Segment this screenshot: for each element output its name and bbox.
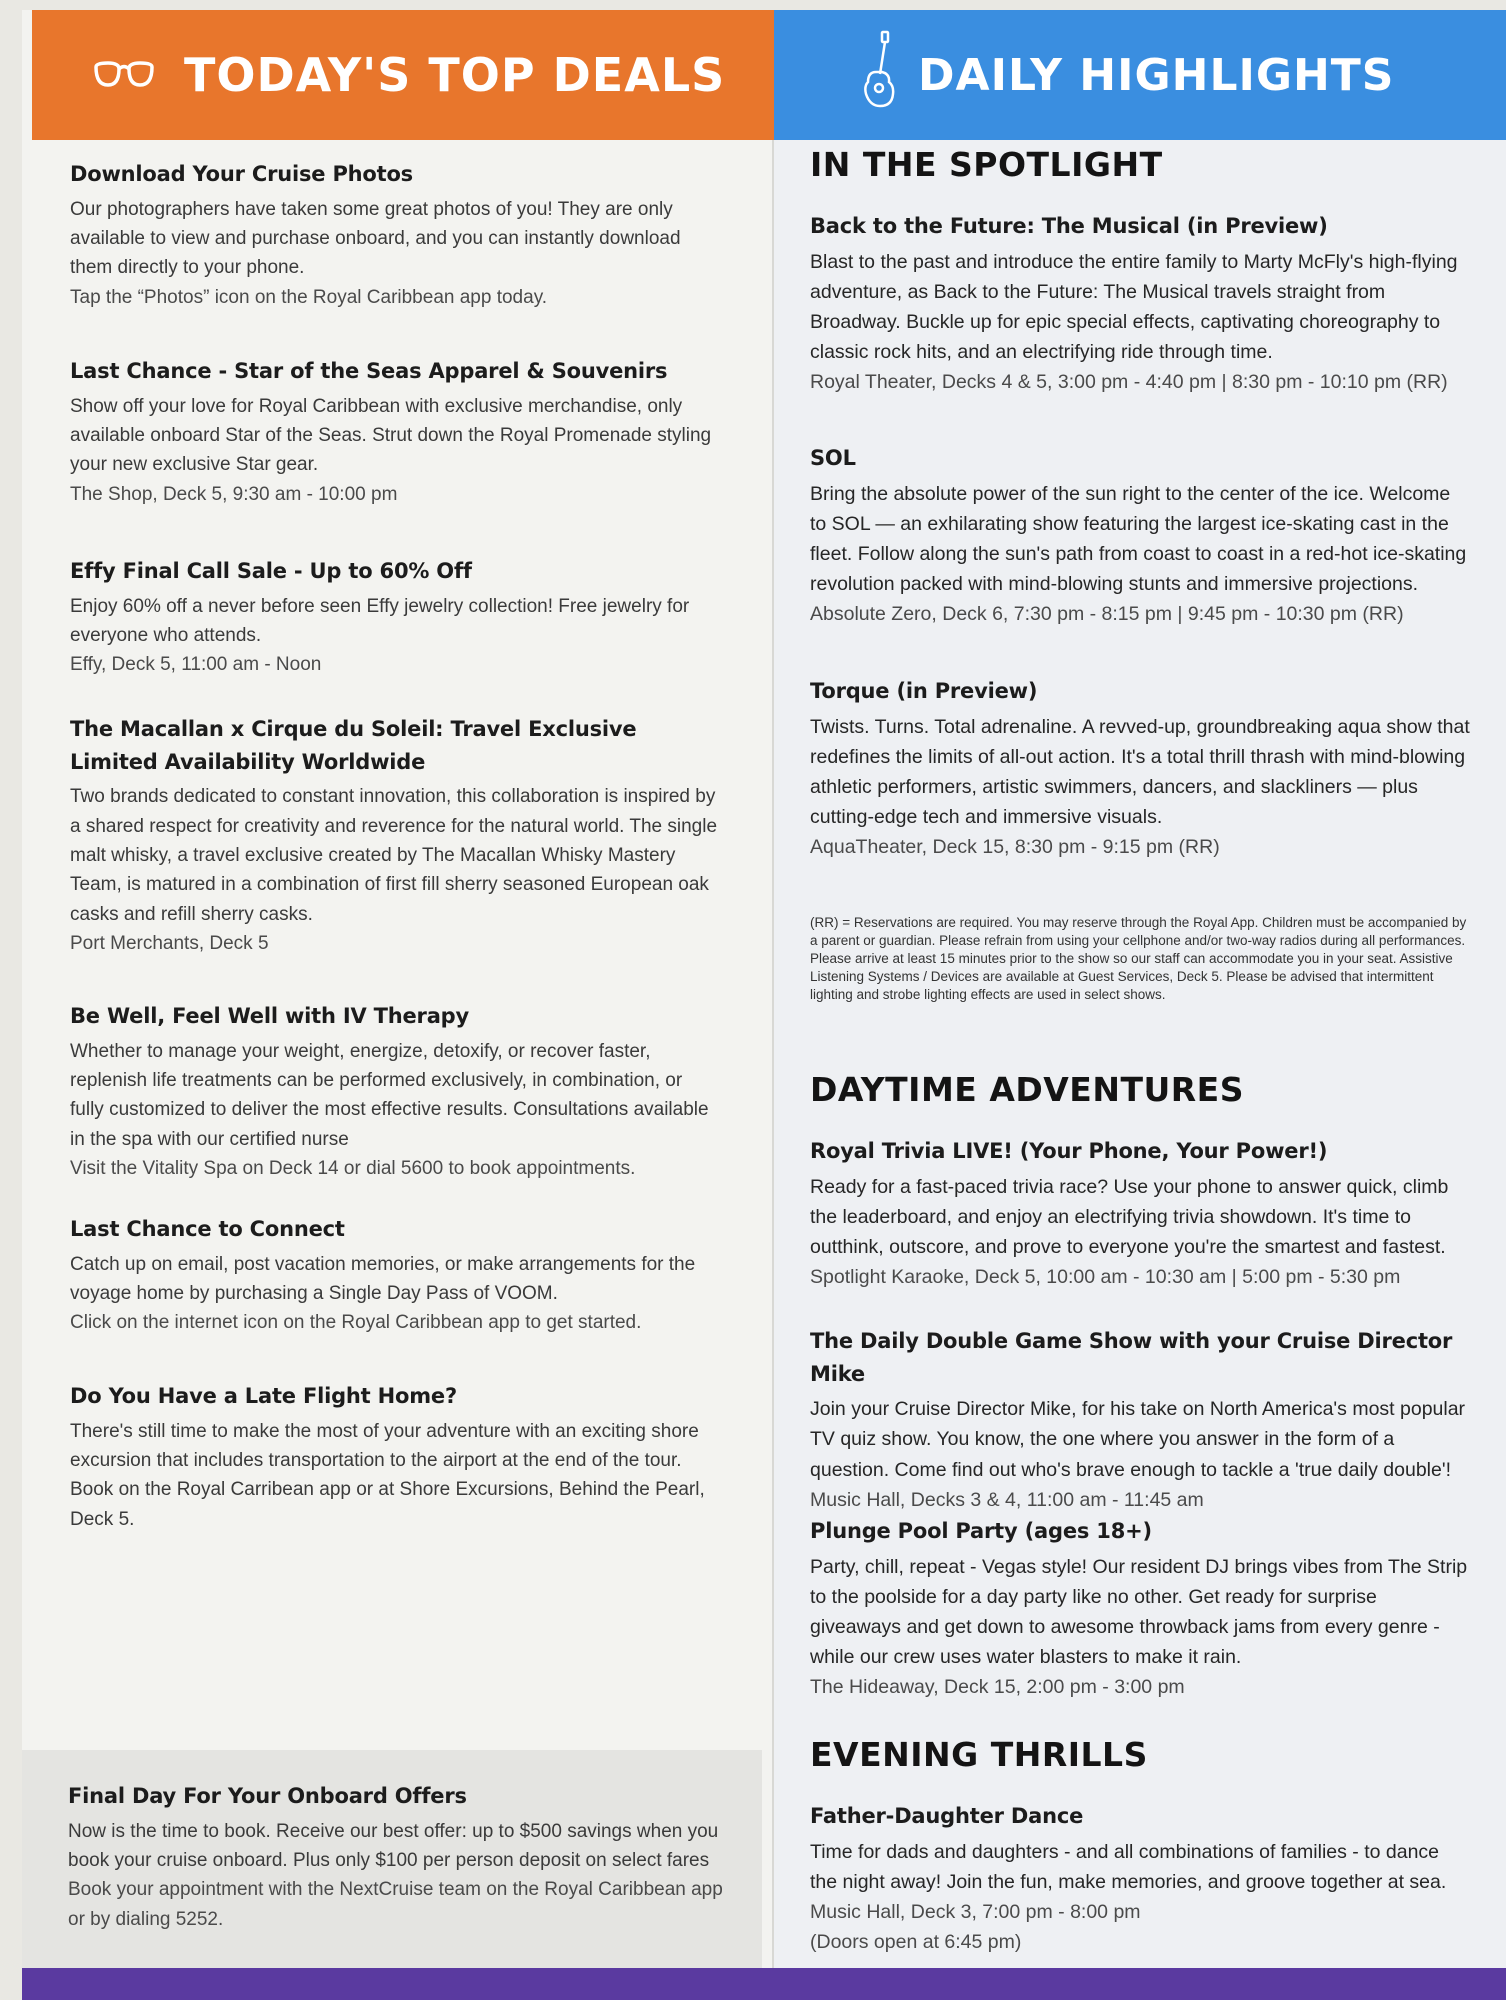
event-body: Ready for a fast-paced trivia race? Use your phone to answer quick, climb the leaderboard, and enjoy an electrifying trivia showdown. It's time to outthink, outscore, and prove to everyone you're the smartest and fastest. bbox=[810, 1175, 1449, 1258]
daily-highlights-banner bbox=[774, 10, 1506, 140]
daily-highlights-column bbox=[774, 10, 1506, 2000]
deal-detail: Tap the “Photos” icon on the Royal Caribbean app today. bbox=[70, 286, 548, 308]
event-body: Party, chill, repeat - Vegas style! Our resident DJ brings vibes from The Strip to the poolside for a day party like no other. Get ready for surprise giveaways and get down to awesome throwback jams from every genre - while our crew uses water blasters to make it rain. bbox=[810, 1555, 1468, 1669]
event-item bbox=[810, 210, 1470, 398]
deal-body: Catch up on email, post vacation memories, or make arrangements for the voyage home by purchasing a Single Day Pass of VOOM. bbox=[70, 1253, 696, 1304]
event-title: Plunge Pool Party (ages 18+) bbox=[810, 1519, 1152, 1543]
event-body: Blast to the past and introduce the entire family to Marty McFly's high-flying adventure, as Back to the Future: The Musical travels straight from Broadway. Buckle up for epic special effects, captivating choreography to classic rock hits, and an electrifying ride through time. bbox=[810, 250, 1458, 364]
offer-item bbox=[68, 1780, 728, 1934]
event-detail: Music Hall, Deck 3, 7:00 pm - 8:00 pm bbox=[810, 1900, 1141, 1923]
event-item bbox=[810, 675, 1470, 863]
glasses-icon bbox=[92, 48, 156, 102]
event-detail: Absolute Zero, Deck 6, 7:30 pm - 8:15 pm | 9:45 pm - 10:30 pm (RR) bbox=[810, 603, 1404, 626]
top-deals-title: TODAY'S TOP DEALS bbox=[184, 48, 726, 102]
offer-detail: Book your appointment with the NextCruise team on the Royal Caribbean app or by dialing 5252. bbox=[68, 1879, 723, 1930]
event-title: Torque (in Preview) bbox=[810, 679, 1038, 703]
deal-body: There's still time to make the most of your adventure with an exciting shore excursion that includes transportation to the airport at the end of the tour. Book on the Royal Carribean app or at Shore Excursions, Behind the Pearl, Deck 5. bbox=[70, 1420, 705, 1530]
event-detail: AquaTheater, Deck 15, 8:30 pm - 9:15 pm (RR) bbox=[810, 836, 1220, 859]
daily-highlights-title: DAILY HIGHLIGHTS bbox=[918, 49, 1395, 101]
deal-detail: Port Merchants, Deck 5 bbox=[70, 933, 269, 955]
deal-item bbox=[70, 1380, 720, 1534]
flyer-page bbox=[22, 10, 1506, 2000]
deal-title: Last Chance to Connect bbox=[70, 1217, 345, 1241]
deal-detail: Click on the internet icon on the Royal Caribbean app to get started. bbox=[70, 1312, 642, 1334]
event-detail: Spotlight Karaoke, Deck 5, 10:00 am - 10:30 am | 5:00 pm - 5:30 pm bbox=[810, 1266, 1401, 1289]
top-deals-column bbox=[22, 10, 772, 2000]
top-deals-banner bbox=[32, 10, 774, 140]
event-item bbox=[810, 1135, 1470, 1292]
deal-item bbox=[70, 713, 720, 959]
deal-item bbox=[70, 1213, 720, 1338]
event-title: The Daily Double Game Show with your Cruise Director Mike bbox=[810, 1329, 1453, 1386]
event-detail: Royal Theater, Decks 4 & 5, 3:00 pm - 4:40 pm | 8:30 pm - 10:10 pm (RR) bbox=[810, 371, 1448, 394]
event-item bbox=[810, 1515, 1470, 1703]
deal-title: Last Chance - Star of the Seas Apparel & Souvenirs bbox=[70, 359, 668, 383]
event-body: Twists. Turns. Total adrenaline. A revved-up, groundbreaking aqua show that redefines the limits of all-out action. It's a total thrill thrash with mind-blowing athletic performers, artistic swimmers, dancers, and slackliners — plus cutting-edge tech and immersive visuals. bbox=[810, 715, 1470, 829]
evening-heading: EVENING THRILLS bbox=[810, 1735, 1148, 1774]
event-extra: (Doors open at 6:45 pm) bbox=[810, 1931, 1022, 1954]
deal-item bbox=[70, 1000, 720, 1184]
event-item bbox=[810, 1325, 1470, 1515]
event-title: SOL bbox=[810, 446, 856, 470]
event-title: Father-Daughter Dance bbox=[810, 1804, 1084, 1828]
deal-title: Download Your Cruise Photos bbox=[70, 162, 413, 186]
deal-detail: Effy, Deck 5, 11:00 am - Noon bbox=[70, 654, 322, 676]
deal-item bbox=[70, 555, 720, 680]
event-item bbox=[810, 442, 1470, 630]
event-detail: The Hideaway, Deck 15, 2:00 pm - 3:00 pm bbox=[810, 1676, 1185, 1699]
onboard-offer-box bbox=[22, 1750, 762, 1970]
event-detail: Music Hall, Decks 3 & 4, 11:00 am - 11:45 am bbox=[810, 1488, 1204, 1511]
spotlight-heading: IN THE SPOTLIGHT bbox=[810, 145, 1163, 184]
deal-item bbox=[70, 158, 720, 312]
deal-title: Effy Final Call Sale - Up to 60% Off bbox=[70, 559, 472, 583]
deal-body: Enjoy 60% off a never before seen Effy jewelry collection! Free jewelry for everyone who attends. bbox=[70, 595, 690, 646]
deal-title: The Macallan x Cirque du Soleil: Travel Exclusive Limited Availability Worldwide bbox=[70, 717, 637, 774]
event-title: Royal Trivia LIVE! (Your Phone, Your Power!) bbox=[810, 1139, 1328, 1163]
event-title: Back to the Future: The Musical (in Preview) bbox=[810, 214, 1328, 238]
deal-body: Whether to manage your weight, energize, detoxify, or recover faster, replenish life treatments can be performed exclusively, in combination, or fully customized to deliver the most effective results. Consultations available in the spa with our certified nurse bbox=[70, 1040, 709, 1150]
daytime-heading: DAYTIME ADVENTURES bbox=[810, 1070, 1244, 1109]
deal-detail: The Shop, Deck 5, 9:30 am - 10:00 pm bbox=[70, 483, 398, 505]
deal-body: Two brands dedicated to constant innovation, this collaboration is inspired by a shared respect for creativity and reverence for the natural world. The single malt whisky, a travel exclusive created by The Macallan Whisky Mastery Team, is matured in a combination of first fill sherry seasoned European oak casks and refill sherry casks. bbox=[70, 786, 718, 925]
reservation-note: (RR) = Reservations are required. You may reserve through the Royal App. Children must be accompanied by a parent or guardian. Please refrain from using your cellphone and/or two-way radios during all performances. Please arrive at least 15 minutes prior to the show so our staff can accommodate you in your seat. Assistive Listening Systems / Devices are available at Guest Services, Deck 5. Please be advised that intermittent lighting and strobe lighting effects are used in select shows. bbox=[810, 914, 1467, 1003]
deal-detail: Visit the Vitality Spa on Deck 14 or dial 5600 to book appointments. bbox=[70, 1158, 636, 1180]
footer-bar bbox=[22, 1968, 1506, 2000]
event-body: Time for dads and daughters - and all combinations of families - to dance the night away! Join the fun, make memories, and groove together at sea. bbox=[810, 1840, 1447, 1893]
deal-title: Do You Have a Late Flight Home? bbox=[70, 1384, 457, 1408]
guitar-icon bbox=[862, 30, 896, 121]
event-item bbox=[810, 1800, 1470, 1957]
offer-body: Now is the time to book. Receive our best offer: up to $500 savings when you book your cruise onboard. Plus only $100 per person deposit on select fares bbox=[68, 1820, 719, 1871]
deal-body: Our photographers have taken some great photos of you! They are only available to view and purchase onboard, and you can instantly download them directly to your phone. bbox=[70, 198, 681, 279]
deal-item bbox=[70, 355, 720, 509]
event-body: Bring the absolute power of the sun right to the center of the ice. Welcome to SOL — an exhilarating show featuring the largest ice-skating cast in the fleet. Follow along the sun's path from coast to coast in a red-hot ice-skating revolution packed with mind-blowing stunts and immersive projections. bbox=[810, 482, 1467, 596]
deal-body: Show off your love for Royal Caribbean with exclusive merchandise, only available onboard Star of the Seas. Strut down the Royal Promenade styling your new exclusive Star gear. bbox=[70, 395, 712, 476]
event-body: Join your Cruise Director Mike, for his take on North America's most popular TV quiz show. You know, the one where you answer in the form of a question. Come find out who's brave enough to tackle a 'true daily double'! bbox=[810, 1398, 1466, 1481]
offer-title: Final Day For Your Onboard Offers bbox=[68, 1784, 467, 1808]
deal-title: Be Well, Feel Well with IV Therapy bbox=[70, 1004, 469, 1028]
